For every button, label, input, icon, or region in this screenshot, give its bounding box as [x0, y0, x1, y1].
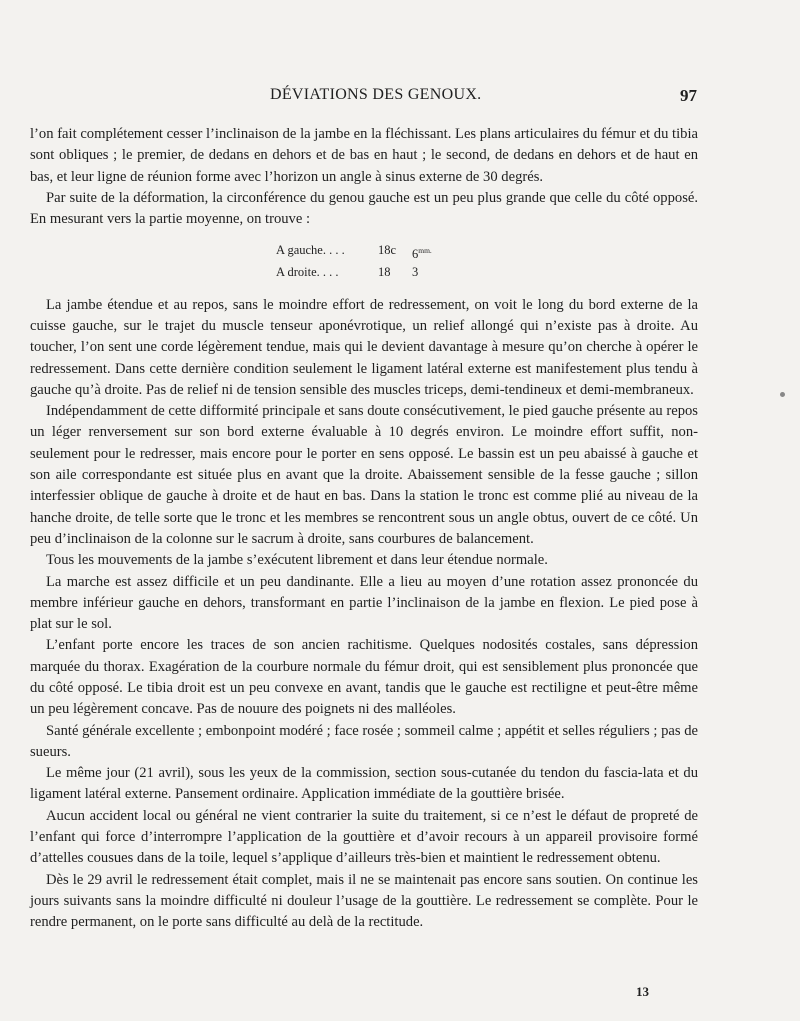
paragraph: L’enfant porte encore les traces de son ancien rachitisme. Quelques nodosités costales, sans dépression marquée du thorax. Exagération de la courbure normale du fémur droit, qui est sensiblement plus prononcée que du côté opposé. Le tibia droit est un peu convexe en avant, tandis que le gauche est rectiligne et peut-être même un peu légèrement concave. Pas de nouure des poignets ni des malléoles.: [30, 637, 698, 718]
measurement-unit: mm.: [418, 246, 432, 256]
measurement-label: A droite. . . .: [276, 264, 339, 279]
body-text: [30, 124, 698, 934]
paragraph: Dès le 29 avril le redressement était complet, mais il ne se maintenait pas encore sans soutien. On continue les jours suivants sans la moindre difficulté ni douleur l’usage de la gouttière. Le redressement se complète. Pour le rendre permanent, on le porte sans difficulté au delà de la rectitude.: [30, 871, 698, 931]
paragraph: Le même jour (21 avril), sous les yeux de la commission, section sous-cutanée du tendon du fascia-lata et du ligament latéral externe. Pansement ordinaire. Application immédiate de la gouttière brisée.: [30, 765, 698, 803]
page-number: 97: [680, 86, 697, 105]
ink-speck: [780, 392, 785, 397]
measurement-label: A gauche. . . .: [276, 243, 345, 258]
measurement-value: 18: [378, 264, 391, 279]
paragraph: Par suite de la déformation, la circonférence du genou gauche est un peu plus grande que celle du côté opposé. En mesurant vers la partie moyenne, on trouve :: [30, 189, 698, 228]
measurement-value: [412, 264, 452, 281]
paragraph: La marche est assez difficile et un peu dandinante. Elle a lieu au moyen d’une rotation assez prononcée du membre inférieur gauche en dehors, transformant en partie l’inclinaison de la jambe en flexion. Le pied pose à plat sur le sol.: [30, 573, 698, 633]
paragraph: La jambe étendue et au repos, sans le moindre effort de redressement, on voit le long du bord externe de la cuisse gauche, sur le trajet du muscle tenseur aponévrotique, un relief allongé qui n’existe pas à droite. Au toucher, l’on sent une corde légèrement tendue, mais qui le devient davantage à mesure qu’on cherche à opérer le redressement. Dans cette dernière condition seulement le ligament latéral externe est manifestement plus tendu à gauche qu’à droite. Pas de relief ni de tension sensible des muscles triceps, demi-tendineux et demi-membraneux.: [30, 296, 698, 398]
measurement-value: [412, 242, 452, 263]
measurement-table: [276, 242, 698, 280]
measurement-value-2: 6: [412, 247, 419, 262]
paragraph: Aucun accident local ou général ne vient contrarier la suite du traitement, si ce n’est le défaut de propreté de l’enfant qui force d’interrompre l’application de la gouttière et d’avoir recours à un appareil provisoire formé d’attelles cousues dans de la toile, lequel s’applique d’ailleurs très-bien et maintient le redressement obtenu.: [30, 807, 698, 867]
paragraph: Santé générale excellente ; embonpoint modéré ; face rosée ; sommeil calme ; appétit et selles réguliers ; pas de sueurs.: [30, 722, 698, 760]
paragraph: Indépendamment de cette difformité principale et sans doute consécutivement, le pied gauche présente au repos un léger renversement sur son bord externe évaluable à 10 degrés environ. Le moindre effort suffit, non-seulement pour le redresser, mais encore pour le porter en sens opposé. Le bassin est un peu abaissé à gauche et son aile correspondante est située plus en avant que la droite. Abaissement sensible de la fesse gauche ; sillon interfessier oblique de gauche à droite et de haut en bas. Dans la station le tronc est comme plié au niveau de la hanche droite, de telle sorte que le tronc et les membres se rencontrent sous un angle obtus, ouvert de ce côté. Un peu d’inclinaison de la colonne sur le sacrum à droite, sans courbures de balancement.: [30, 403, 698, 547]
running-header: [0, 86, 800, 108]
measurement-value-2: 3: [412, 264, 419, 279]
running-title: DÉVIATIONS DES GENOUX.: [270, 86, 482, 103]
paragraph: Tous les mouvements de la jambe s’exécutent librement et dans leur étendue normale.: [46, 552, 548, 569]
measurement-row: [276, 264, 698, 281]
paragraph: l’on fait complétement cesser l’inclinaison de la jambe en la fléchissant. Les plans articulaires du fémur et du tibia sont obliques ; le premier, de dedans en dehors et de bas en haut ; le second, de dedans en dehors et de haut en bas, et leur ligne de réunion forme avec l’horizon un angle à sinus externe de 30 degrés.: [30, 126, 698, 185]
measurement-value: 18c: [378, 243, 397, 258]
signature-mark: 13: [636, 984, 649, 999]
measurement-row: [276, 242, 698, 263]
